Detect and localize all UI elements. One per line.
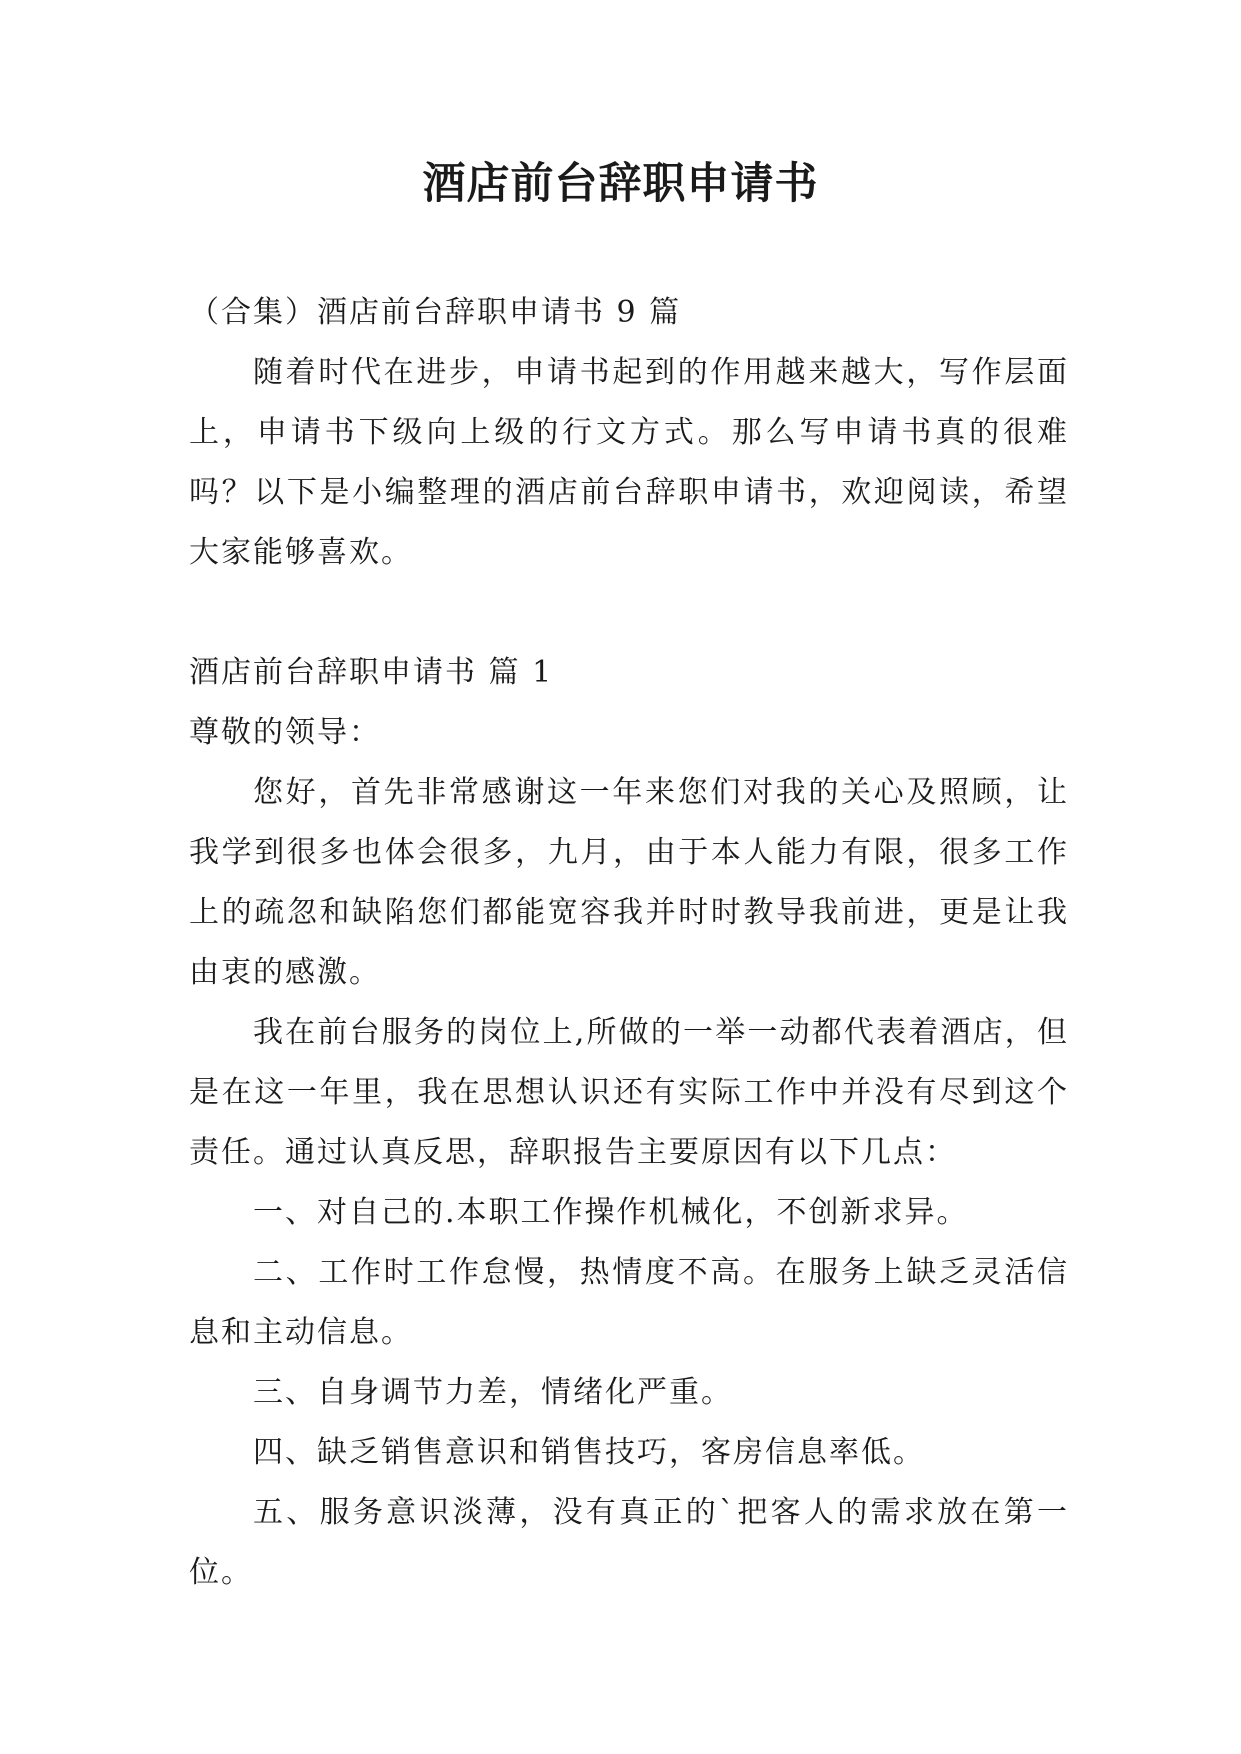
section-heading: 酒店前台辞职申请书 篇 1 bbox=[189, 655, 554, 690]
reason-item: 一、对自己的.本职工作操作机械化，不创新求异。 bbox=[253, 1195, 969, 1230]
salutation: 尊敬的领导： bbox=[189, 715, 381, 750]
body-paragraph: 我在前台服务的岗位上,所做的一举一动都代表着酒店，但是在这一年里，我在思想认识还有实际工作中并没有尽到这个责任。通过认真反思，辞职报告主要原因有以下几点： bbox=[189, 1015, 1069, 1170]
reason-item: 三、自身调节力差，情绪化严重。 bbox=[253, 1375, 733, 1410]
body-paragraph: 您好，首先非常感谢这一年来您们对我的关心及照顾，让我学到很多也体会很多，九月，由于本人能力有限，很多工作上的疏忽和缺陷您们都能宽容我并时时教导我前进，更是让我由衷的感激。 bbox=[189, 775, 1069, 990]
section-spacer bbox=[189, 583, 1069, 643]
document-body bbox=[189, 283, 1069, 1603]
collection-heading: （合集）酒店前台辞职申请书 9 篇 bbox=[189, 295, 682, 330]
document-title: 酒店前台辞职申请书 bbox=[422, 159, 819, 209]
reason-item: 二、工作时工作怠慢，热情度不高。在服务上缺乏灵活信息和主动信息。 bbox=[189, 1255, 1069, 1350]
reason-item: 四、缺乏销售意识和销售技巧，客房信息率低。 bbox=[253, 1435, 925, 1470]
reason-item: 五、服务意识淡薄，没有真正的`把客人的需求放在第一位。 bbox=[189, 1495, 1069, 1590]
intro-paragraph: 随着时代在进步，申请书起到的作用越来越大，写作层面上，申请书下级向上级的行文方式。那么写申请书真的很难吗？以下是小编整理的酒店前台辞职申请书，欢迎阅读，希望大家能够喜欢。 bbox=[189, 355, 1069, 570]
